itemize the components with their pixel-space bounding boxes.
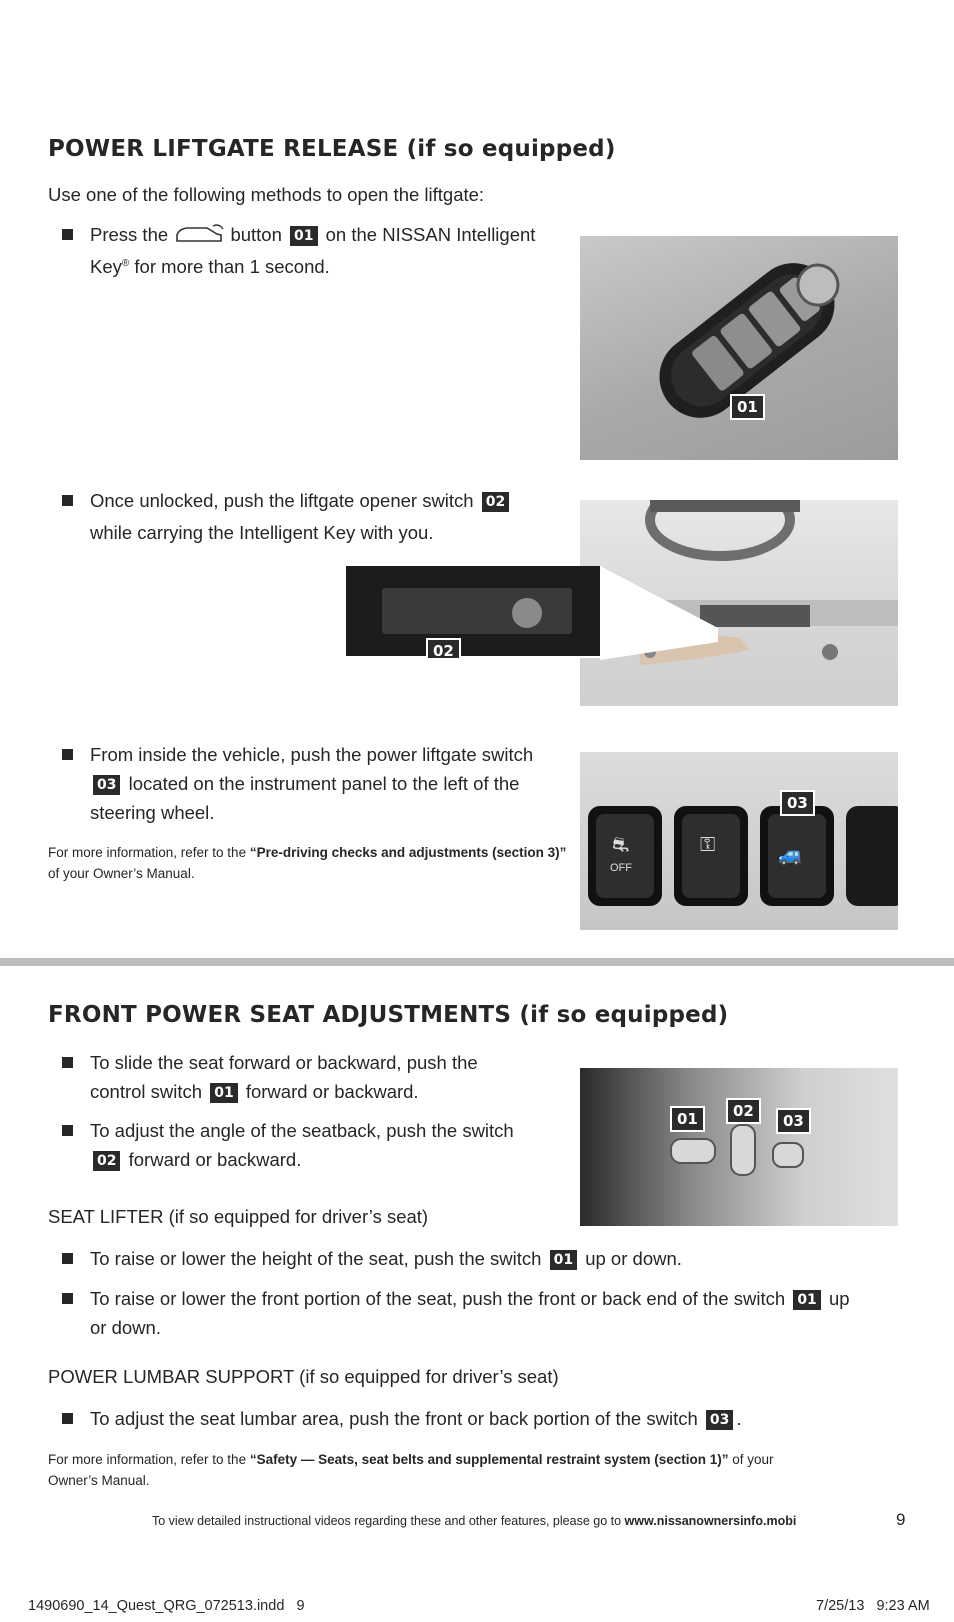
- photo-instrument-switches: [580, 752, 898, 930]
- bullet-power-switch: [90, 740, 570, 827]
- liftgate-icon: 🚙: [778, 844, 803, 866]
- callout-badge: 01: [550, 1250, 577, 1270]
- bullet-square-icon: [62, 1253, 73, 1264]
- switch-blank: [846, 806, 898, 906]
- note-section1: [48, 1449, 908, 1491]
- photo-callout-03: 03: [776, 1108, 811, 1134]
- bullet-seatback: [90, 1116, 550, 1174]
- text: up: [828, 1288, 850, 1309]
- bullet-square-icon: [62, 749, 73, 760]
- switch-vdc-off: [588, 806, 662, 906]
- text: while carrying the Intelligent Key with you.: [90, 522, 434, 543]
- text: To raise or lower the front portion of the seat, push the front or back end of the switch: [90, 1288, 786, 1309]
- switch-power-liftgate: [760, 806, 834, 906]
- text: To slide the seat forward or backward, push the: [90, 1052, 478, 1073]
- bullet-square-icon: [62, 495, 73, 506]
- text: From inside the vehicle, push the power liftgate switch: [90, 744, 534, 765]
- seat-slide-switch: [670, 1138, 716, 1164]
- text: button: [230, 224, 282, 245]
- photo-intelligent-key: [580, 236, 898, 460]
- slug-timestamp: 7/25/13 9:23 AM: [816, 1598, 930, 1614]
- callout-badge: 03: [706, 1410, 733, 1430]
- door-icon: ⚿: [700, 834, 716, 856]
- section-title-power-seat: FRONT POWER SEAT ADJUSTMENTS (if so equipped): [48, 1002, 729, 1028]
- section-divider: [0, 958, 954, 966]
- registered-mark: ®: [121, 258, 130, 269]
- text: forward or backward.: [128, 1149, 302, 1170]
- footer-link[interactable]: www.nissanownersinfo.mobi: [624, 1514, 797, 1528]
- text: To adjust the seat lumbar area, push the front or back portion of the switch: [90, 1408, 698, 1429]
- text: for more than 1 second.: [134, 256, 330, 277]
- bullet-seat-front-portion: [90, 1284, 920, 1342]
- callout-badge: 01: [793, 1290, 820, 1310]
- text: of your Owner’s Manual.: [48, 866, 195, 881]
- callout-badge: 03: [93, 775, 120, 795]
- intro-text: Use one of the following methods to open the liftgate:: [48, 184, 485, 205]
- text: .: [736, 1408, 742, 1429]
- bullet-seat-height: [90, 1244, 910, 1273]
- callout-badge: 01: [210, 1083, 237, 1103]
- lumbar-switch: [772, 1142, 804, 1168]
- text: Key: [90, 256, 122, 277]
- photo-callout-01: 01: [670, 1106, 705, 1132]
- bullet-square-icon: [62, 1293, 73, 1304]
- slug-filename: 1490690_14_Quest_QRG_072513.indd 9: [28, 1598, 305, 1614]
- note-section3: [48, 842, 568, 884]
- text: of your: [732, 1452, 774, 1467]
- text: Once unlocked, push the liftgate opener switch: [90, 490, 474, 511]
- text: To raise or lower the height of the seat, push the switch: [90, 1248, 542, 1269]
- text: control switch: [90, 1081, 203, 1102]
- inset-pointer-wedge: [600, 566, 720, 666]
- inset-opener-closeup: [346, 566, 602, 658]
- lumbar-heading: POWER LUMBAR SUPPORT (if so equipped for driver’s seat): [48, 1366, 559, 1387]
- bullet-square-icon: [62, 1413, 73, 1424]
- callout-badge: 02: [93, 1151, 120, 1171]
- bullet-lumbar: [90, 1404, 910, 1433]
- text: Press the: [90, 224, 169, 245]
- text: or down.: [90, 1317, 161, 1338]
- text: steering wheel.: [90, 802, 215, 823]
- photo-callout-01: 01: [730, 394, 765, 420]
- footer-text: [152, 1514, 796, 1528]
- photo-seat-controls: [580, 1068, 898, 1226]
- off-label: OFF: [610, 862, 632, 874]
- key-fob-illustration: [580, 236, 898, 460]
- text: located on the instrument panel to the left of the: [128, 773, 520, 794]
- bullet-key-button: [90, 220, 570, 281]
- bullet-square-icon: [62, 1057, 73, 1068]
- bullet-square-icon: [62, 229, 73, 240]
- text: up or down.: [585, 1248, 682, 1269]
- switch-sliding-door: [674, 806, 748, 906]
- text: For more information, refer to the: [48, 845, 247, 860]
- manual-reference: “Safety — Seats, seat belts and supplemental restraint system (section 1)”: [249, 1452, 729, 1467]
- photo-callout-02: 02: [426, 638, 461, 658]
- skid-car-icon: ⛐: [612, 834, 630, 856]
- text: To adjust the angle of the seatback, push the switch: [90, 1120, 514, 1141]
- bullet-slide-seat: [90, 1048, 530, 1106]
- bullet-opener-switch: [90, 486, 570, 551]
- liftgate-car-icon: [173, 223, 225, 245]
- manual-reference: “Pre-driving checks and adjustments (section 3)”: [249, 845, 567, 860]
- bullet-square-icon: [62, 1125, 73, 1136]
- text: Owner’s Manual.: [48, 1473, 150, 1488]
- text: forward or backward.: [245, 1081, 419, 1102]
- text: For more information, refer to the: [48, 1452, 247, 1467]
- text: on the NISSAN Intelligent: [325, 224, 536, 245]
- text: To view detailed instructional videos regarding these and other features, please go to: [152, 1514, 622, 1528]
- section-title-liftgate: POWER LIFTGATE RELEASE (if so equipped): [48, 136, 616, 162]
- page-number: 9: [896, 1510, 906, 1529]
- photo-callout-03: 03: [780, 790, 815, 816]
- seatback-switch: [730, 1124, 756, 1176]
- callout-badge: 01: [290, 226, 317, 246]
- photo-callout-02: 02: [726, 1098, 761, 1124]
- callout-badge: 02: [482, 492, 509, 512]
- seat-lifter-heading: SEAT LIFTER (if so equipped for driver’s seat): [48, 1206, 429, 1227]
